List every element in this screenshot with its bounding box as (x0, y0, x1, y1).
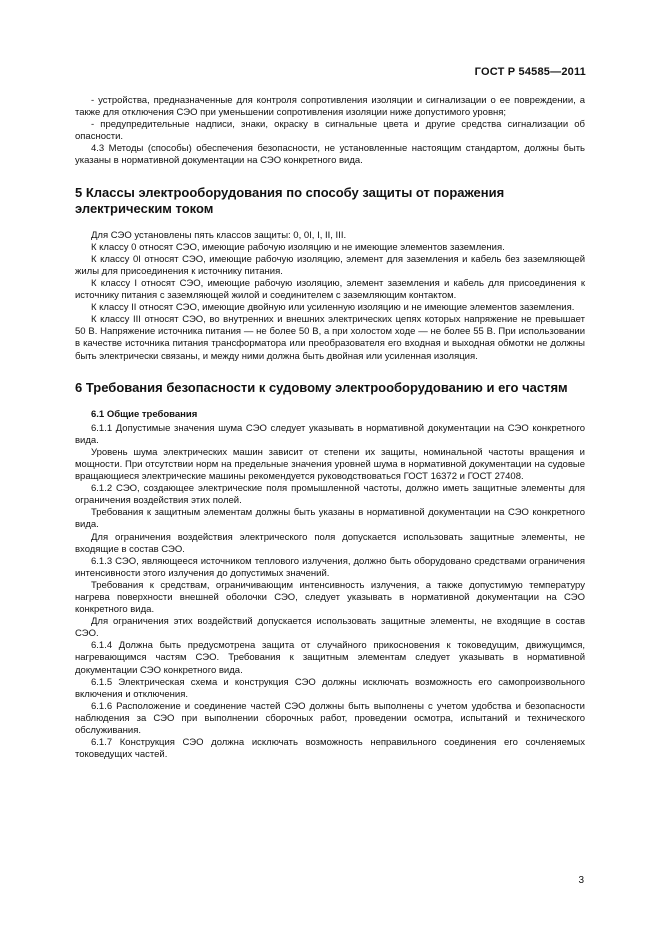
subsection-6-1-title: 6.1 Общие требования (91, 408, 198, 420)
section-6-paragraph: 6.1.2 СЭО, создающее электрические поля промышленной частоты, должно иметь защитные элементы для ограничения воздействия этих полей. (75, 483, 585, 507)
section-5-paragraph: Для СЭО установлены пять классов защиты: 0, 0I, I, II, III. (91, 229, 347, 241)
section-5-title: 5 Классы электрооборудования по способу защиты от поражения электрическим током (75, 184, 505, 216)
section-6-paragraph: Уровень шума электрических машин зависит от степени их защиты, номинальной частоты вращения и мощности. При отсутствии норм на предельные значения уровней шума в нормативной документации на судовые вращающиеся электрические машины рекомендуется руководствоваться ГОСТ 16372 и ГОСТ 27408. (75, 446, 585, 483)
section-6-title: 6 Требования безопасности к судовому электрооборудованию и его частям (75, 379, 568, 395)
section-5-paragraph: К классу II относят СЭО, имеющие двойную или усиленную изоляцию и не имеющие элементов заземления. (91, 302, 575, 314)
document-body (75, 95, 585, 761)
section-6-paragraph: 6.1.7 Конструкция СЭО должна исключать возможность неправильного соединения его сочленяемых токоведущих частей. (75, 737, 585, 761)
intro-paragraph: 4.3 Методы (способы) обеспечения безопасности, не установленные настоящим стандартом, должны быть указаны в нормативной документации на СЭО конкретного вида. (75, 143, 585, 167)
section-6-paragraph: 6.1.4 Должна быть предусмотрена защита от случайного прикосновения к токоведущим, движущимся, нагревающимся частям СЭО. Требования к защитным элементам следует указывать в нормативной документации СЭО конкретного вида. (75, 640, 585, 676)
section-6-paragraph: 6.1.1 Допустимые значения шума СЭО следует указывать в нормативной документации на СЭО конкретного вида. (75, 422, 585, 446)
section-5-paragraph: К классу 0I относят СЭО, имеющие рабочую изоляцию, элемент для заземления и кабель без заземляющей жилы для присоединения к источнику питания. (75, 253, 585, 277)
section-6-paragraph: 6.1.3 СЭО, являющееся источником теплового излучения, должно быть оборудовано средствами ограничения интенсивности этого излучения до допустимых значений. (75, 555, 585, 579)
intro-paragraph: - предупредительные надписи, знаки, окраску в сигнальные цвета и другие средства сигнализации об опасности. (75, 119, 585, 143)
standard-header: ГОСТ Р 54585—2011 (474, 66, 586, 78)
section-5-paragraph: К классу III относят СЭО, во внутренних и внешних электрических цепях которых напряжение не превышает 50 В. Напряжение источника питания — не более 50 В, а при холостом ходе — не более 55 В. При использовании в качестве источника питания трансформатора или преобразователя его входная и выходная обмотки не должны быть электрически связаны, и между ними должна быть двойная или усиленная изоляция. (75, 314, 585, 362)
section-6-paragraph: Требования к средствам, ограничивающим интенсивность излучения, а также допустимую температуру нагрева поверхности внешней оболочки СЭО, следует указывать в нормативной документации на СЭО конкретного вида. (75, 579, 585, 616)
intro-paragraph: - устройства, предназначенные для контроля сопротивления изоляции и сигнализации о ее повреждении, а также для отключения СЭО при уменьшении сопротивления изоляции ниже допустимого уровня; (75, 95, 585, 119)
section-6-paragraph: Требования к защитным элементам должны быть указаны в нормативной документации на СЭО конкретного вида. (75, 507, 585, 531)
section-5-paragraph: К классу 0 относят СЭО, имеющие рабочую изоляцию и не имеющие элементов заземления. (91, 241, 505, 253)
section-6-paragraph: Для ограничения воздействия электрического поля допускается использовать защитные элементы, не входящие в состав СЭО. (75, 531, 585, 555)
section-6-paragraph: Для ограничения этих воздействий допускается использовать защитные элементы, не входящие в состав СЭО. (75, 616, 585, 640)
section-5-paragraph: К классу I относят СЭО, имеющие рабочую изоляцию, элемент заземления и кабель для присоединения к источнику питания с заземляющей жилой и соединителем с заземляющим контактом. (75, 277, 585, 302)
section-6-paragraph: 6.1.5 Электрическая схема и конструкция СЭО должны исключать возможность его самопроизвольного включения и отключения. (75, 676, 585, 700)
page-number: 3 (578, 875, 584, 886)
section-6-paragraph: 6.1.6 Расположение и соединение частей СЭО должны быть выполнены с учетом удобства и безопасности наблюдения за СЭО при выполнении сборочных работ, проведении осмотра, испытаний и технического обслуживания. (75, 700, 585, 737)
